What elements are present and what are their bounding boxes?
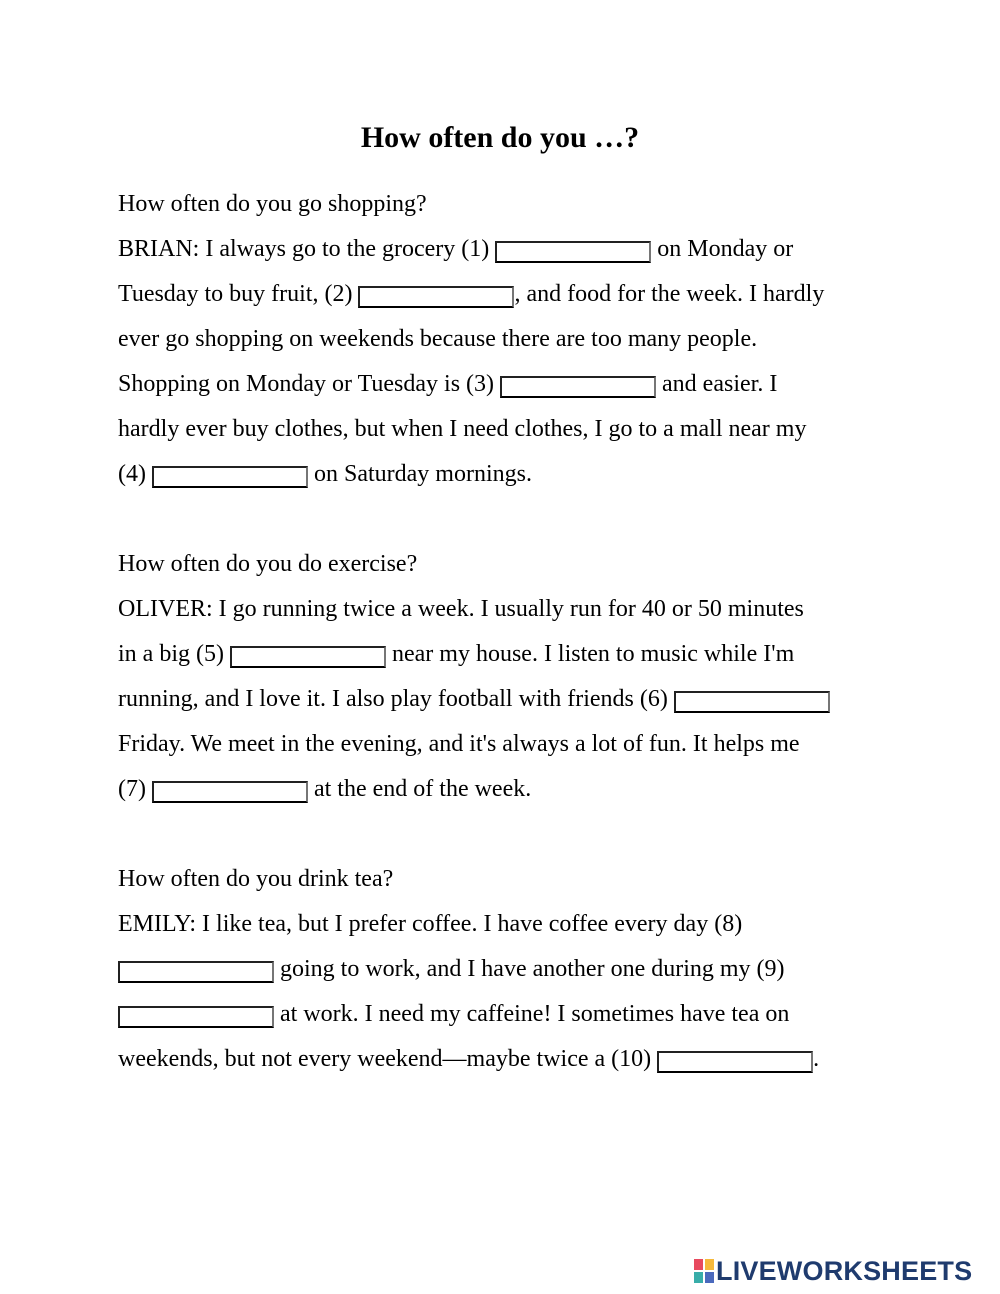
text-line: at work. I need my caffeine! I sometimes have tea on bbox=[118, 999, 789, 1029]
liveworksheets-logo-icon bbox=[694, 1259, 714, 1283]
text-line: BRIAN: I always go to the grocery (1) on Monday or bbox=[118, 236, 794, 262]
text-line: weekends, but not every weekend—maybe twice a (10) . bbox=[118, 1046, 820, 1072]
answer-blank-3[interactable] bbox=[500, 376, 656, 398]
liveworksheets-logo bbox=[694, 1256, 972, 1286]
question-exercise: How often do you do exercise? bbox=[118, 551, 418, 577]
text-line: (7) at the end of the week. bbox=[118, 776, 532, 802]
page-title: How often do you …? bbox=[360, 121, 640, 154]
text-line: hardly ever buy clothes, but when I need clothes, I go to a mall near my bbox=[118, 416, 807, 442]
answer-blank-6[interactable] bbox=[674, 691, 830, 713]
text-line: Friday. We meet in the evening, and it's always a lot of fun. It helps me bbox=[118, 731, 800, 757]
text-line: going to work, and I have another one during my (9) bbox=[118, 954, 785, 984]
text-line: ever go shopping on weekends because there are too many people. bbox=[118, 326, 758, 352]
answer-blank-5[interactable] bbox=[230, 646, 386, 668]
question-shopping: How often do you go shopping? bbox=[118, 191, 427, 217]
answer-blank-4[interactable] bbox=[152, 466, 308, 488]
answer-blank-2[interactable] bbox=[358, 286, 514, 308]
answer-blank-1[interactable] bbox=[495, 241, 651, 263]
text-line: running, and I love it. I also play football with friends (6) bbox=[118, 684, 830, 714]
text-line: Shopping on Monday or Tuesday is (3) and easier. I bbox=[118, 371, 778, 397]
question-tea: How often do you drink tea? bbox=[118, 866, 394, 892]
text-line: in a big (5) near my house. I listen to music while I'm bbox=[118, 641, 795, 667]
answer-blank-8[interactable] bbox=[118, 961, 274, 983]
text-line: OLIVER: I go running twice a week. I usually run for 40 or 50 minutes bbox=[118, 596, 804, 622]
answer-blank-10[interactable] bbox=[657, 1051, 813, 1073]
text-line: EMILY: I like tea, but I prefer coffee. I have coffee every day (8) bbox=[118, 911, 743, 937]
brand-name: LIVEWORKSHEETS bbox=[716, 1256, 973, 1286]
text-line: (4) on Saturday mornings. bbox=[118, 461, 532, 487]
text-line: Tuesday to buy fruit, (2) , and food for the week. I hardly bbox=[118, 281, 825, 307]
answer-blank-9[interactable] bbox=[118, 1006, 274, 1028]
answer-blank-7[interactable] bbox=[152, 781, 308, 803]
